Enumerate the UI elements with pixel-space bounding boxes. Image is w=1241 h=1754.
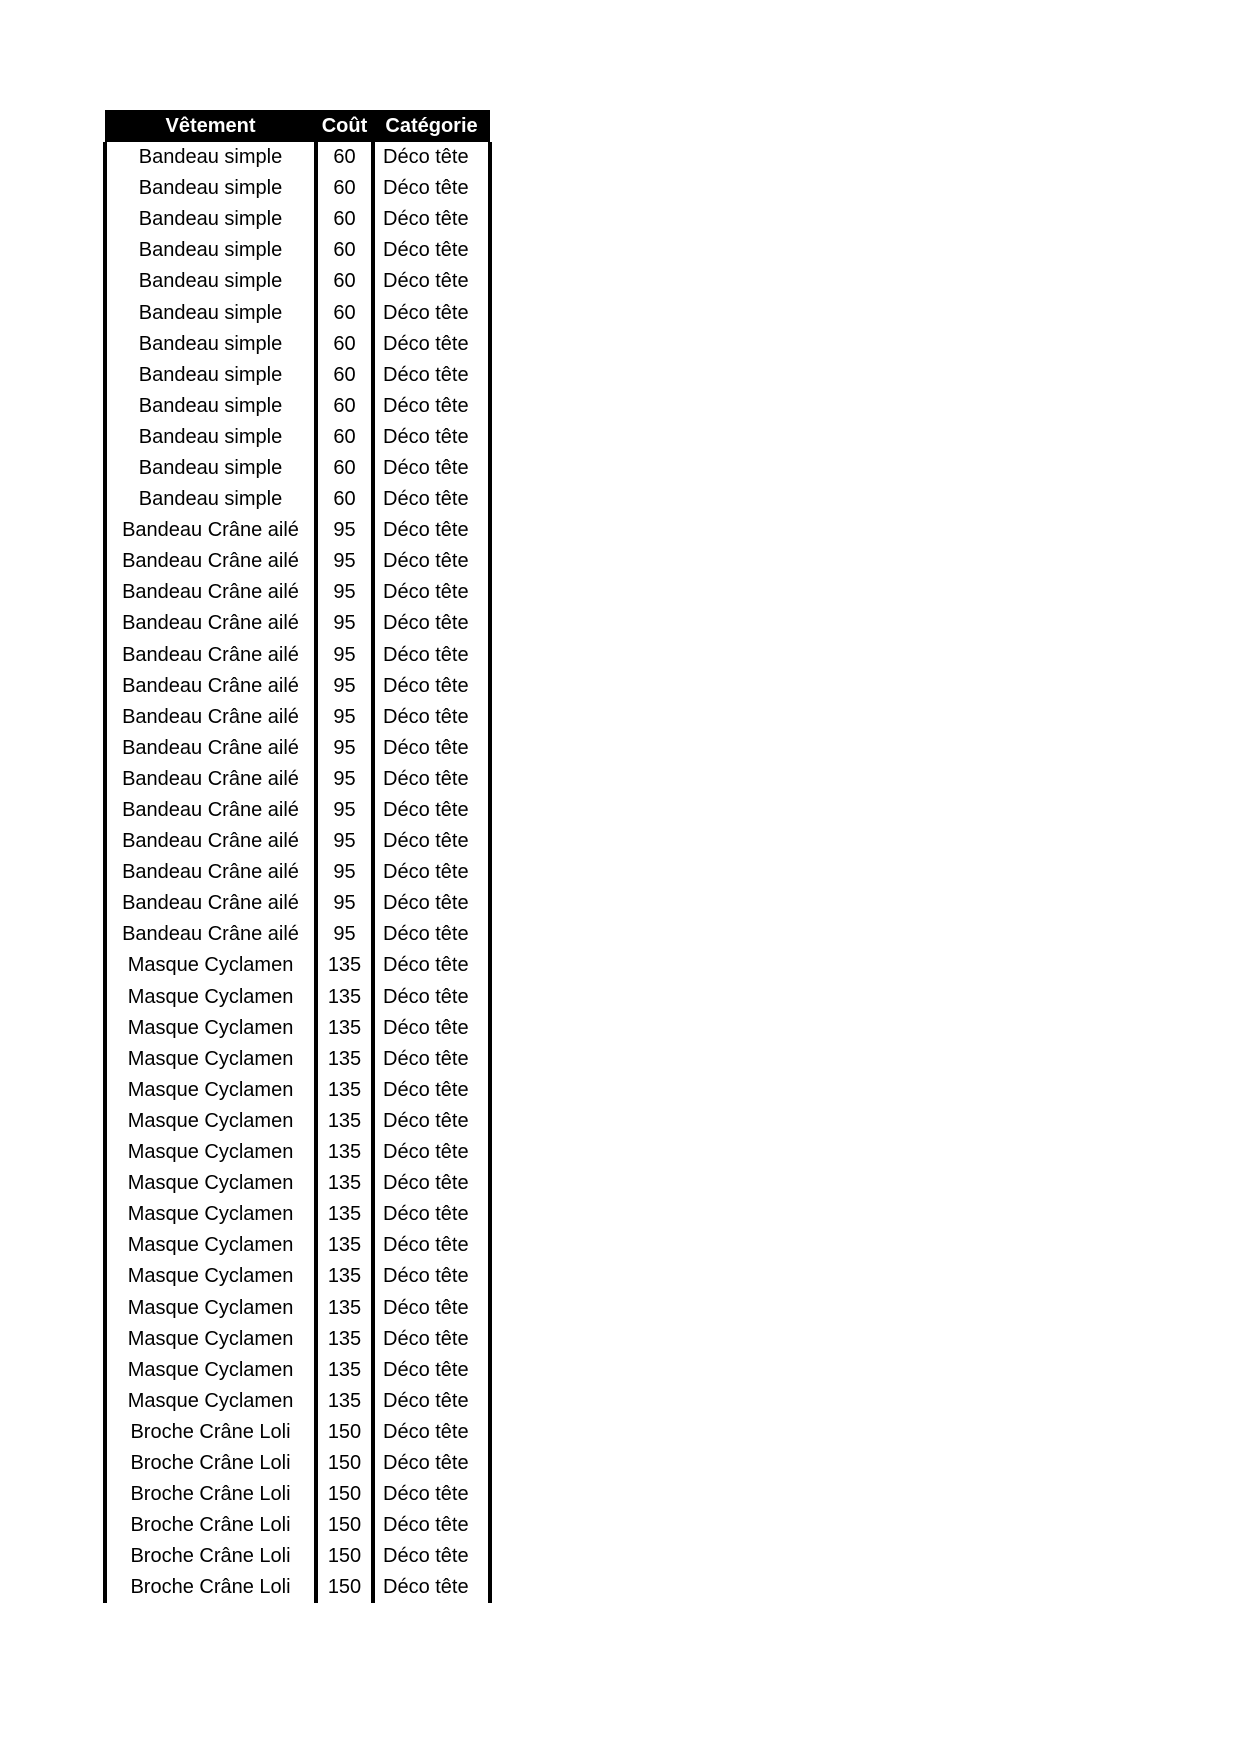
cell-cout: 60 <box>316 453 373 484</box>
cell-cout: 135 <box>316 1324 373 1355</box>
cell-categorie: Déco tête <box>373 1355 490 1386</box>
cell-cout: 60 <box>316 142 373 173</box>
cell-categorie: Déco tête <box>373 204 490 235</box>
table-row <box>105 235 490 266</box>
cell-vetement: Bandeau simple <box>105 173 316 204</box>
cell-vetement: Masque Cyclamen <box>105 1261 316 1292</box>
cell-cout: 95 <box>316 671 373 702</box>
cell-vetement: Bandeau Crâne ailé <box>105 577 316 608</box>
cell-categorie: Déco tête <box>373 1448 490 1479</box>
table-row <box>105 577 490 608</box>
table-row <box>105 764 490 795</box>
cell-vetement: Bandeau Crâne ailé <box>105 795 316 826</box>
table-row <box>105 1510 490 1541</box>
cell-categorie: Déco tête <box>373 297 490 328</box>
cell-cout: 60 <box>316 391 373 422</box>
cell-vetement: Bandeau simple <box>105 453 316 484</box>
cell-cout: 135 <box>316 950 373 981</box>
cell-cout: 135 <box>316 1044 373 1075</box>
cell-cout: 150 <box>316 1541 373 1572</box>
cell-categorie: Déco tête <box>373 360 490 391</box>
cell-categorie: Déco tête <box>373 795 490 826</box>
cell-categorie: Déco tête <box>373 1168 490 1199</box>
cell-cout: 135 <box>316 1075 373 1106</box>
cell-cout: 95 <box>316 733 373 764</box>
table-row <box>105 484 490 515</box>
table-row <box>105 671 490 702</box>
cell-vetement: Bandeau Crâne ailé <box>105 515 316 546</box>
cell-cout: 135 <box>316 1199 373 1230</box>
table-row <box>105 608 490 639</box>
cell-vetement: Bandeau simple <box>105 422 316 453</box>
table-row <box>105 1448 490 1479</box>
cell-vetement: Bandeau simple <box>105 266 316 297</box>
table-row <box>105 1324 490 1355</box>
table-row <box>105 982 490 1013</box>
table-row <box>105 1075 490 1106</box>
table-header-row <box>105 110 490 142</box>
cell-vetement: Bandeau Crâne ailé <box>105 919 316 950</box>
cell-vetement: Bandeau Crâne ailé <box>105 733 316 764</box>
table-row <box>105 888 490 919</box>
table-row <box>105 1386 490 1417</box>
cell-categorie: Déco tête <box>373 266 490 297</box>
cell-cout: 95 <box>316 826 373 857</box>
table-row <box>105 297 490 328</box>
cell-categorie: Déco tête <box>373 919 490 950</box>
cell-cout: 60 <box>316 266 373 297</box>
table-row <box>105 1106 490 1137</box>
cell-cout: 150 <box>316 1479 373 1510</box>
cell-vetement: Broche Crâne Loli <box>105 1448 316 1479</box>
cell-vetement: Bandeau Crâne ailé <box>105 546 316 577</box>
cell-categorie: Déco tête <box>373 1013 490 1044</box>
table-row <box>105 1013 490 1044</box>
table-row <box>105 857 490 888</box>
cell-cout: 135 <box>316 1261 373 1292</box>
cell-vetement: Bandeau Crâne ailé <box>105 888 316 919</box>
cell-vetement: Masque Cyclamen <box>105 950 316 981</box>
cell-vetement: Broche Crâne Loli <box>105 1541 316 1572</box>
cell-vetement: Masque Cyclamen <box>105 1106 316 1137</box>
cell-cout: 60 <box>316 360 373 391</box>
clothing-table <box>103 110 492 1603</box>
cell-categorie: Déco tête <box>373 1541 490 1572</box>
cell-categorie: Déco tête <box>373 1044 490 1075</box>
cell-categorie: Déco tête <box>373 826 490 857</box>
table-row <box>105 1292 490 1323</box>
table-row <box>105 640 490 671</box>
cell-vetement: Masque Cyclamen <box>105 1355 316 1386</box>
cell-vetement: Bandeau simple <box>105 142 316 173</box>
table-row <box>105 919 490 950</box>
cell-categorie: Déco tête <box>373 453 490 484</box>
cell-cout: 60 <box>316 297 373 328</box>
cell-cout: 95 <box>316 608 373 639</box>
cell-vetement: Bandeau simple <box>105 391 316 422</box>
cell-categorie: Déco tête <box>373 1075 490 1106</box>
table-row <box>105 1541 490 1572</box>
table-row <box>105 1572 490 1603</box>
table-row <box>105 422 490 453</box>
cell-categorie: Déco tête <box>373 1261 490 1292</box>
cell-vetement: Bandeau simple <box>105 297 316 328</box>
cell-categorie: Déco tête <box>373 1292 490 1323</box>
cell-vetement: Broche Crâne Loli <box>105 1572 316 1603</box>
cell-vetement: Masque Cyclamen <box>105 1230 316 1261</box>
cell-vetement: Bandeau Crâne ailé <box>105 857 316 888</box>
cell-categorie: Déco tête <box>373 857 490 888</box>
table-row <box>105 1199 490 1230</box>
cell-categorie: Déco tête <box>373 1386 490 1417</box>
cell-cout: 95 <box>316 546 373 577</box>
table-row <box>105 204 490 235</box>
table-row <box>105 1261 490 1292</box>
cell-categorie: Déco tête <box>373 1572 490 1603</box>
cell-vetement: Bandeau simple <box>105 204 316 235</box>
cell-categorie: Déco tête <box>373 1417 490 1448</box>
cell-vetement: Bandeau Crâne ailé <box>105 608 316 639</box>
table-body <box>105 142 490 1603</box>
cell-vetement: Bandeau Crâne ailé <box>105 671 316 702</box>
table-row <box>105 950 490 981</box>
cell-categorie: Déco tête <box>373 577 490 608</box>
cell-categorie: Déco tête <box>373 1230 490 1261</box>
cell-vetement: Bandeau Crâne ailé <box>105 826 316 857</box>
cell-categorie: Déco tête <box>373 888 490 919</box>
cell-categorie: Déco tête <box>373 422 490 453</box>
cell-vetement: Broche Crâne Loli <box>105 1417 316 1448</box>
table-row <box>105 795 490 826</box>
cell-cout: 135 <box>316 982 373 1013</box>
cell-categorie: Déco tête <box>373 1324 490 1355</box>
cell-categorie: Déco tête <box>373 142 490 173</box>
cell-cout: 60 <box>316 204 373 235</box>
table-row <box>105 1355 490 1386</box>
cell-categorie: Déco tête <box>373 173 490 204</box>
cell-categorie: Déco tête <box>373 1199 490 1230</box>
cell-categorie: Déco tête <box>373 640 490 671</box>
table-row <box>105 142 490 173</box>
cell-cout: 135 <box>316 1168 373 1199</box>
cell-cout: 95 <box>316 857 373 888</box>
cell-vetement: Bandeau Crâne ailé <box>105 640 316 671</box>
cell-cout: 60 <box>316 329 373 360</box>
cell-categorie: Déco tête <box>373 546 490 577</box>
cell-categorie: Déco tête <box>373 1106 490 1137</box>
cell-categorie: Déco tête <box>373 1510 490 1541</box>
cell-cout: 135 <box>316 1013 373 1044</box>
cell-cout: 135 <box>316 1230 373 1261</box>
cell-categorie: Déco tête <box>373 329 490 360</box>
cell-cout: 95 <box>316 888 373 919</box>
cell-vetement: Masque Cyclamen <box>105 1386 316 1417</box>
cell-cout: 150 <box>316 1448 373 1479</box>
table-row <box>105 173 490 204</box>
cell-categorie: Déco tête <box>373 982 490 1013</box>
cell-vetement: Masque Cyclamen <box>105 1168 316 1199</box>
cell-cout: 150 <box>316 1417 373 1448</box>
cell-cout: 135 <box>316 1106 373 1137</box>
cell-categorie: Déco tête <box>373 733 490 764</box>
table-row <box>105 546 490 577</box>
cell-cout: 135 <box>316 1386 373 1417</box>
cell-cout: 95 <box>316 764 373 795</box>
cell-categorie: Déco tête <box>373 950 490 981</box>
table-row <box>105 1230 490 1261</box>
cell-categorie: Déco tête <box>373 764 490 795</box>
cell-vetement: Masque Cyclamen <box>105 1292 316 1323</box>
table-row <box>105 515 490 546</box>
table-row <box>105 1417 490 1448</box>
cell-vetement: Masque Cyclamen <box>105 1044 316 1075</box>
cell-cout: 95 <box>316 640 373 671</box>
cell-vetement: Bandeau simple <box>105 484 316 515</box>
cell-cout: 95 <box>316 919 373 950</box>
cell-cout: 150 <box>316 1510 373 1541</box>
cell-vetement: Broche Crâne Loli <box>105 1479 316 1510</box>
table-row <box>105 826 490 857</box>
cell-cout: 60 <box>316 173 373 204</box>
cell-categorie: Déco tête <box>373 391 490 422</box>
cell-vetement: Masque Cyclamen <box>105 982 316 1013</box>
cell-categorie: Déco tête <box>373 671 490 702</box>
cell-vetement: Bandeau simple <box>105 235 316 266</box>
cell-cout: 135 <box>316 1292 373 1323</box>
cell-categorie: Déco tête <box>373 1479 490 1510</box>
cell-cout: 135 <box>316 1355 373 1386</box>
header-cout: Coût <box>316 110 373 142</box>
table-row <box>105 266 490 297</box>
cell-cout: 95 <box>316 577 373 608</box>
cell-cout: 95 <box>316 702 373 733</box>
cell-categorie: Déco tête <box>373 235 490 266</box>
cell-categorie: Déco tête <box>373 1137 490 1168</box>
table-row <box>105 453 490 484</box>
table-row <box>105 1044 490 1075</box>
cell-vetement: Bandeau Crâne ailé <box>105 764 316 795</box>
cell-cout: 60 <box>316 422 373 453</box>
cell-vetement: Masque Cyclamen <box>105 1137 316 1168</box>
table-row <box>105 702 490 733</box>
cell-cout: 150 <box>316 1572 373 1603</box>
cell-cout: 95 <box>316 515 373 546</box>
table-row <box>105 1168 490 1199</box>
cell-vetement: Masque Cyclamen <box>105 1324 316 1355</box>
table-row <box>105 360 490 391</box>
cell-categorie: Déco tête <box>373 484 490 515</box>
table-row <box>105 391 490 422</box>
cell-cout: 60 <box>316 235 373 266</box>
table-row <box>105 1137 490 1168</box>
cell-categorie: Déco tête <box>373 515 490 546</box>
header-categorie: Catégorie <box>373 110 490 142</box>
cell-categorie: Déco tête <box>373 608 490 639</box>
clothing-cost-sheet <box>103 110 488 1603</box>
cell-vetement: Bandeau simple <box>105 360 316 391</box>
cell-vetement: Masque Cyclamen <box>105 1199 316 1230</box>
cell-cout: 60 <box>316 484 373 515</box>
cell-categorie: Déco tête <box>373 702 490 733</box>
cell-vetement: Masque Cyclamen <box>105 1013 316 1044</box>
table-row <box>105 733 490 764</box>
cell-vetement: Masque Cyclamen <box>105 1075 316 1106</box>
cell-cout: 95 <box>316 795 373 826</box>
cell-cout: 135 <box>316 1137 373 1168</box>
cell-vetement: Bandeau Crâne ailé <box>105 702 316 733</box>
table-row <box>105 329 490 360</box>
cell-vetement: Broche Crâne Loli <box>105 1510 316 1541</box>
cell-vetement: Bandeau simple <box>105 329 316 360</box>
table-row <box>105 1479 490 1510</box>
header-vetement: Vêtement <box>105 110 316 142</box>
